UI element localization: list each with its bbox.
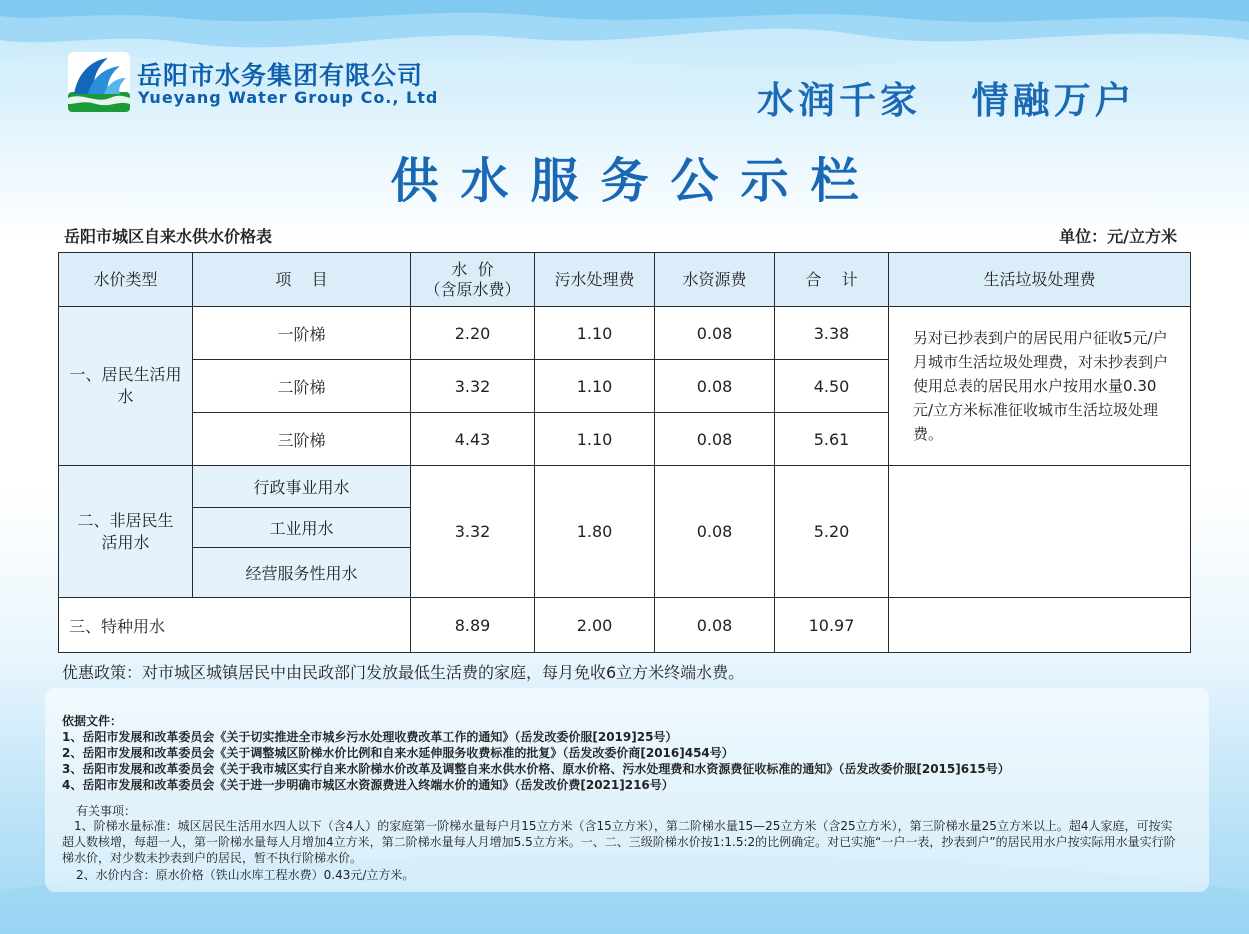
- tier-1-price: 2.20: [411, 307, 535, 360]
- tier-2-total: 4.50: [775, 360, 889, 413]
- type-non-residential: 二、非居民生活用水: [59, 466, 193, 598]
- special-garbage: [889, 598, 1191, 653]
- special-sewage: 2.00: [535, 598, 655, 653]
- table-row: [59, 307, 1191, 360]
- header-price-line1: 水 价: [451, 259, 494, 279]
- tier-3-item: 三阶梯: [193, 413, 411, 466]
- tier-3-price: 4.43: [411, 413, 535, 466]
- tier-1-sewage: 1.10: [535, 307, 655, 360]
- notes-title: 有关事项：: [76, 804, 137, 818]
- basis-title: 依据文件：: [62, 714, 123, 728]
- board-title: 供水服务公示栏: [390, 153, 881, 209]
- non-residential-price: 3.32: [411, 466, 535, 598]
- basis-item-1: 1、岳阳市发展和改革委员会《关于切实推进全市城乡污水处理收费改革工作的通知》（岳发改委价服[2019]25号）: [62, 730, 678, 744]
- special-resource: 0.08: [655, 598, 775, 653]
- header-type: 水价类型: [59, 253, 193, 307]
- header-garbage: 生活垃圾处理费: [889, 253, 1191, 307]
- discount-policy: 优惠政策：对市城区城镇居民中由民政部门发放最低生活费的家庭，每月免收6立方米终端水费。: [62, 663, 745, 682]
- tier-3-total: 5.61: [775, 413, 889, 466]
- tier-2-item: 二阶梯: [193, 360, 411, 413]
- header-price: [411, 253, 535, 307]
- tier-2-resource: 0.08: [655, 360, 775, 413]
- price-table: [58, 252, 1191, 653]
- tier-2-sewage: 1.10: [535, 360, 655, 413]
- header-total: 合 计: [775, 253, 889, 307]
- basis-item-3: 3、岳阳市发展和改革委员会《关于我市城区实行自来水阶梯水价改革及调整自来水供水价格、原水价格、污水处理费和水资源费征收标准的通知》（岳发改委价服[2015]615号）: [62, 762, 1010, 776]
- tier-1-total: 3.38: [775, 307, 889, 360]
- non-residential-total: 5.20: [775, 466, 889, 598]
- table-title: 岳阳市城区自来水供水价格表: [64, 227, 273, 246]
- notes-paragraph-1: 1、阶梯水量标准：城区居民生活用水四人以下（含4人）的家庭第一阶梯水量每户月15立方米（含15立方米），第二阶梯水量15—25立方米（含25立方米），第三阶梯水量25立方米以上。超4人家庭，可按实超人数核增，每超一人，第一阶梯水量每人月增加4立方米，第二阶梯水量每人月增加5.5立方米。一、二、三级阶梯水价按1:1.5:2的比例确定。对已实施“一户一表，抄表到户”的居民用水户按实际用水量实行阶梯水价，对少数未抄表到户的居民，暂不执行阶梯水价。: [62, 819, 1176, 865]
- header-item: 项 目: [193, 253, 411, 307]
- slogan: 水润千家 情融万户: [757, 79, 1136, 122]
- type-special: 三、特种用水: [59, 598, 411, 653]
- company-name-en: Yueyang Water Group Co., Ltd: [138, 88, 439, 107]
- non-residential-resource: 0.08: [655, 466, 775, 598]
- table-row: [59, 466, 1191, 508]
- tier-3-sewage: 1.10: [535, 413, 655, 466]
- type-residential: 一、居民生活用水: [59, 307, 193, 466]
- tier-1-item: 一阶梯: [193, 307, 411, 360]
- table-header-row: [59, 253, 1191, 307]
- header-price-line2: （含原水费）: [424, 279, 521, 299]
- non-residential-item-industrial: 工业用水: [193, 508, 411, 548]
- tier-3-resource: 0.08: [655, 413, 775, 466]
- notes-paragraph-2: 2、水价内含：原水价格（铁山水库工程水费）0.43元/立方米。: [76, 868, 415, 882]
- table-row: [59, 598, 1191, 653]
- basis-item-2: 2、岳阳市发展和改革委员会《关于调整城区阶梯水价比例和自来水延伸服务收费标准的批复》（岳发改委价商[2016]454号）: [62, 746, 734, 760]
- non-residential-sewage: 1.80: [535, 466, 655, 598]
- tier-2-price: 3.32: [411, 360, 535, 413]
- header-resource: 水资源费: [655, 253, 775, 307]
- special-price: 8.89: [411, 598, 535, 653]
- basis-item-4: 4、岳阳市发展和改革委员会《关于进一步明确市城区水资源费进入终端水价的通知》（岳发改价费[2021]216号）: [62, 778, 674, 792]
- special-total: 10.97: [775, 598, 889, 653]
- non-residential-item-business: 经营服务性用水: [193, 548, 411, 598]
- tier-1-resource: 0.08: [655, 307, 775, 360]
- garbage-fee-note: 另对已抄表到户的居民用户征收5元/户月城市生活垃圾处理费，对未抄表到户使用总表的居民用水户按用水量0.30元/立方米标准征收城市生活垃圾处理费。: [889, 307, 1191, 466]
- company-name-cn: 岳阳市水务集团有限公司: [137, 61, 424, 90]
- header-sewage: 污水处理费: [535, 253, 655, 307]
- non-residential-item-admin: 行政事业用水: [193, 466, 411, 508]
- unit-label: 单位：元/立方米: [1059, 227, 1177, 246]
- company-logo-icon: [68, 52, 130, 112]
- non-residential-garbage: [889, 466, 1191, 598]
